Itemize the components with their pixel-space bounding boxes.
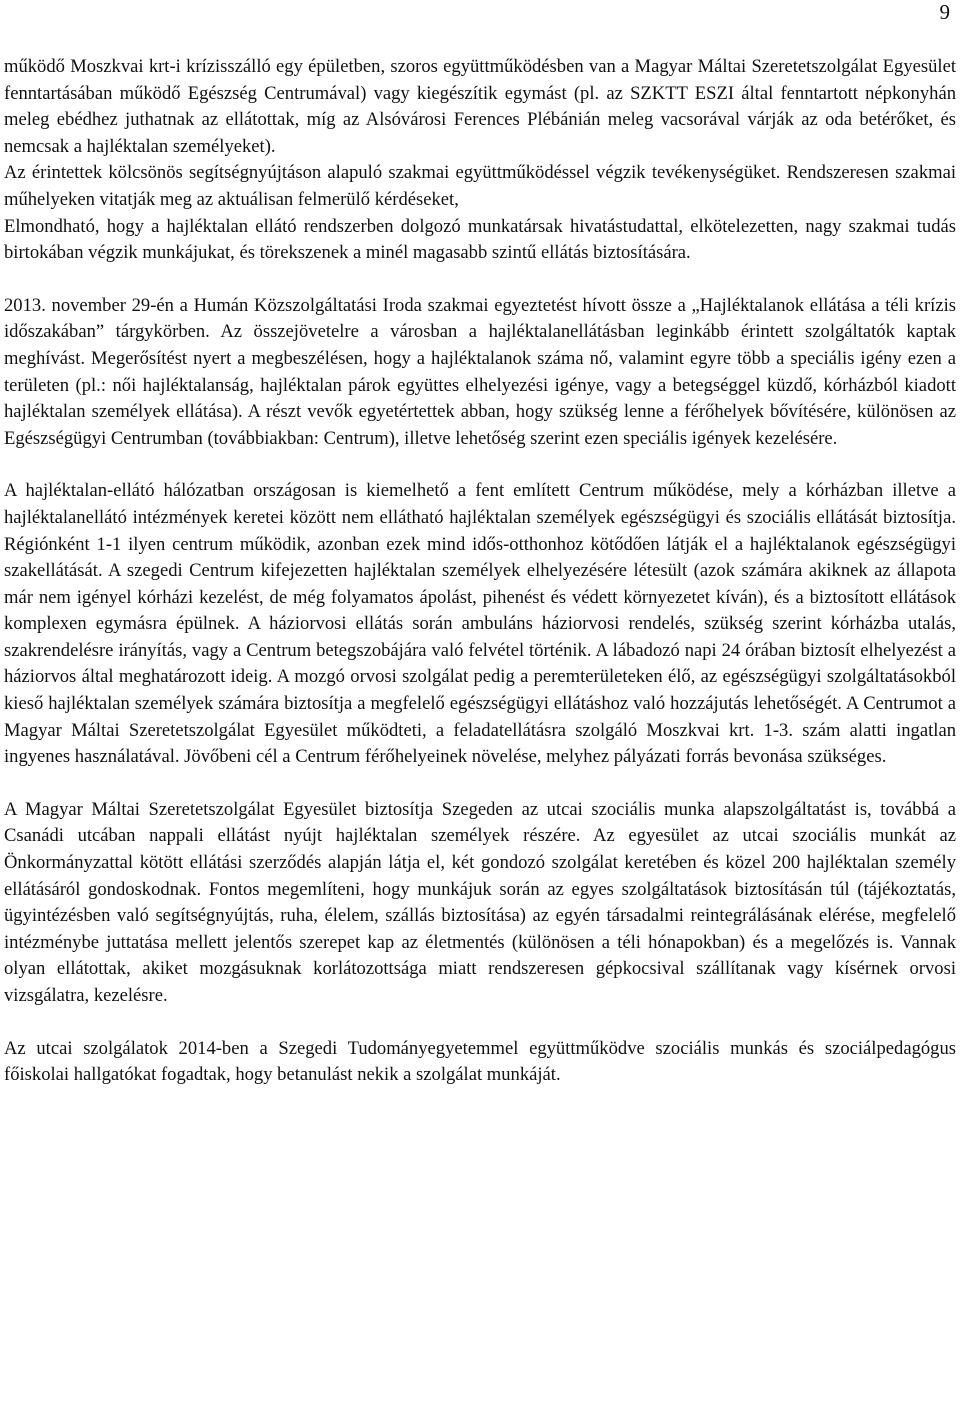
paragraph-staff: Elmondható, hogy a hajléktalan ellátó rendszerben dolgozó munkatársak hivatástudattal, elkötelezetten, nagy szakmai tudás birtokában végzik munkájukat, és törekszenek a minél magasabb szintű ellátás biztosítására. [4,215,956,264]
page-number: 9 [939,0,950,24]
document-page [4,0,956,1421]
paragraph-meeting-2013: 2013. november 29-én a Humán Közszolgáltatási Iroda szakmai egyeztetést hívott össze a „Hajléktalanok ellátása a téli krízis időszakában” tárgykörben. Az összejövetelre a városban a hajléktalanellátásban leginkább érintett szolgáltatók kaptak meghívást. Megerősítést nyert a megbeszélésen, hogy a hajléktalanok száma nő, valamint egyre több a speciális igény ezen a területen (pl.: női hajléktalanság, hajléktalan párok együttes elhelyezési igénye, vagy a betegséggel küzdő, kórházból kiadott hajléktalan személyek ellátása). A részt vevők egyetértettek abban, hogy szükség lenne a férőhelyek bővítésére, különösen az Egészségügyi Centrumban (továbbiakban: Centrum), illetve lehetőség szerint ezen speciális igények kezelésére. [4,294,956,449]
paragraph-spacer [4,452,956,478]
paragraph-spacer [4,1010,956,1036]
paragraph-university-cooperation: Az utcai szolgálatok 2014-ben a Szegedi Tudományegyetemmel együttműködve szociális munkás és szociálpedagógus főiskolai hallgatókat fogadtak, hogy betanulást nekik a szolgálat munkáját. [4,1037,956,1086]
paragraph-health-centre: A hajléktalan-ellátó hálózatban országosan is kiemelhető a fent említett Centrum működése, mely a kórházban illetve a hajléktalanellátó intézmények keretei között nem ellátható hajléktalan személyek egészségügyi és szociális ellátását biztosítja. Régiónként 1-1 ilyen centrum működik, azonban ezek mind idős-otthonhoz kötődően látják el a hajléktalanok egészségügyi szakellátását. A szegedi Centrum kifejezetten hajléktalan személyek elhelyezésére létesült (azok számára akiknek az állapota már nem igényel kórházi kezelést, de még folyamatos ápolást, pihenést és védett környezetet kíván), és a biztosított ellátások komplexen egymásra épülnek. A háziorvosi ellátás során ambuláns háziorvosi rendelés, szükség szerint kórházba utalás, szakrendelésre irányítás, vagy a Centrum betegszobájára való felvétel történik. A lábadozó napi 24 órában biztosít elhelyezést a háziorvos által meghatározott ideig. A mozgó orvosi szolgálat pedig a peremterületeken élő, az egészségügyi szolgáltatásokból kieső hajléktalan személyek számára biztosítja a megfelelő egészségügyi ellátáshoz való hozzájutás lehetőségét. A Centrumot a Magyar Máltai Szeretetszolgálat Egyesület működteti, a feladatellátásra szolgáló Moszkvai krt. 1-3. szám alatti ingatlan ingyenes használatával. Jövőbeni cél a Centrum férőhelyeinek növelése, melyhez pályázati forrás bevonása szükséges. [4,480,956,768]
paragraph-spacer [4,267,956,293]
paragraph-cooperation: Az érintettek kölcsönös segítségnyújtáson alapuló szakmai együttműködéssel végzik tevékenységüket. Rendszeresen szakmai műhelyeken vitatják meg az aktuálisan felmerülő kérdéseket, [4,162,956,210]
paragraph-crisis-shelter: működő Moszkvai krt-i krízisszálló egy épületben, szoros együttműködésben van a Magyar Máltai Szeretetszolgálat Egyesület fenntartásában működő Egészség Centrumával) vagy kiegészítik egymást (pl. az SZKTT ESZI által fenntartott népkonyhán meleg ebédhez juthatnak az ellátottak, míg az Alsóvárosi Ferences Plébánián meleg vacsorával várják az oda betérőket, és nemcsak a hajléktalan személyeket). [4,56,956,157]
document-body [4,54,956,1089]
paragraph-street-social-work: A Magyar Máltai Szeretetszolgálat Egyesület biztosítja Szegeden az utcai szociális munka alapszolgáltatást is, továbbá a Csanádi utcában nappali ellátást nyújt hajléktalan személyek részére. Az egyesület az utcai szociális munkát az Önkormányzattal kötött ellátási szerződés alapján látja el, két gondozó szolgálat keretében és közel 200 hajléktalan személy ellátásáról gondoskodnak. Fontos megemlíteni, hogy munkájuk során az egyes szolgáltatások biztosításán túl (tájékoztatás, ügyintézésben való segítségnyújtás, ruha, élelem, szállás biztosítása) az egyén társadalmi reintegrálásának elérése, megfelelő intézménybe juttatása mellett jelentős szerepet kap az életmentés (különösen a téli hónapokban) és a megelőzés is. Vannak olyan ellátottak, akiket mozgásuknak korlátozottsága miatt rendszeresen gépkocsival szállítanak vagy kísérnek orvosi vizsgálatra, kezelésre. [4,798,956,1006]
paragraph-spacer [4,771,956,797]
